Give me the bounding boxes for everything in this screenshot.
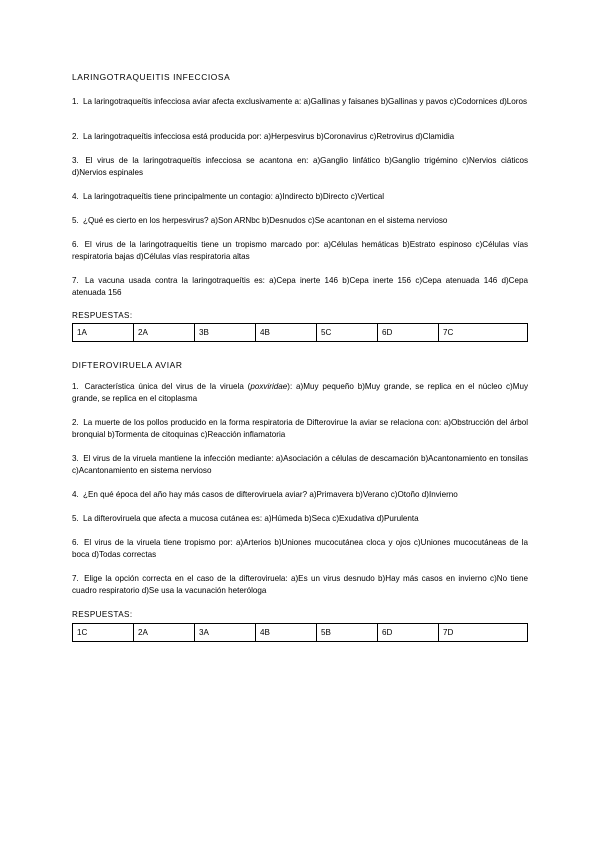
section2-title: DIFTEROVIRUELA AVIAR — [72, 360, 183, 370]
answer-cell: 5B — [317, 624, 378, 642]
s1-question-3 — [72, 155, 528, 178]
question-number: 7. — [72, 574, 79, 583]
question-text: La laringotraqueítis infecciosa aviar afecta exclusivamente a: a)Gallinas y faisanes b)Gallinas y pavos c)Codornices d)Loros — [83, 97, 528, 106]
answer-cell: 7C — [439, 324, 528, 342]
question-number: 5. — [72, 514, 79, 523]
answer-cell: 5C — [317, 324, 378, 342]
answer-cell: 6D — [378, 624, 439, 642]
question-text: ¿En qué época del año hay más casos de difteroviruela aviar? a)Primavera b)Verano c)Otoño d)Invierno — [83, 490, 458, 499]
s2-question-7 — [72, 573, 528, 596]
s1-question-7 — [72, 275, 528, 298]
s2-question-6 — [72, 537, 528, 560]
answer-cell: 7D — [439, 624, 528, 642]
answer-cell: 4B — [256, 324, 317, 342]
question-text-post: ): a)Muy pequeño b)Muy grande, se replica en el núcleo c)Muy grande, se replica en el citoplasma — [72, 382, 528, 403]
question-text: Elige la opción correcta en el caso de la difteroviruela: a)Es un virus desnudo b)Hay más casos en invierno c)No tiene cuadro respiratorio d)Se usa la vacunación heteróloga — [72, 574, 528, 595]
question-text: La difteroviruela que afecta a mucosa cutánea es: a)Húmeda b)Seca c)Exudativa d)Purulenta — [83, 514, 419, 523]
s1-question-2 — [72, 131, 528, 143]
s2-answers-table — [72, 623, 528, 642]
s1-question-5 — [72, 215, 528, 227]
question-text: El virus de la laringotraqueítis tiene un tropismo marcado por: a)Células hemáticas b)Estrato espinoso c)Células vías respiratoria bajas d)Células vías respiratoria altas — [72, 240, 529, 261]
question-text-italic: poxviridae — [250, 382, 288, 391]
question-number: 6. — [72, 240, 79, 249]
s2-question-2 — [72, 417, 528, 440]
question-number: 3. — [72, 454, 79, 463]
answer-cell: 3B — [195, 324, 256, 342]
s2-question-3 — [72, 453, 528, 476]
question-number: 2. — [72, 132, 79, 141]
s1-question-1 — [72, 96, 528, 108]
question-text: ¿Qué es cierto en los herpesvirus? a)Son ARNbc b)Desnudos c)Se acantonan en el sistema nervioso — [83, 216, 448, 225]
s2-question-4 — [72, 489, 528, 501]
question-number: 3. — [72, 156, 79, 165]
s1-answers-table — [72, 323, 528, 342]
answer-cell: 1A — [73, 324, 134, 342]
question-number: 4. — [72, 490, 79, 499]
question-number: 2. — [72, 418, 79, 427]
s1-answers-label: RESPUESTAS: — [72, 311, 133, 320]
answer-cell: 1C — [73, 624, 134, 642]
answer-cell: 3A — [195, 624, 256, 642]
question-number: 1. — [72, 382, 79, 391]
answer-cell: 2A — [134, 624, 195, 642]
question-text: La vacuna usada contra la laringotraqueítis es: a)Cepa inerte 146 b)Cepa inerte 156 c)Cepa atenuada 146 d)Cepa atenuada 156 — [72, 276, 528, 297]
s1-question-4 — [72, 191, 528, 203]
s2-question-5 — [72, 513, 528, 525]
question-number: 4. — [72, 192, 79, 201]
question-text: El virus de la laringotraqueítis infecciosa se acantona en: a)Ganglio linfático b)Ganglio trigémino c)Nervios ciáticos d)Nervios espinales — [72, 156, 528, 177]
question-text: La laringotraqueítis tiene principalmente un contagio: a)Indirecto b)Directo c)Vertical — [83, 192, 384, 201]
question-text: La laringotraqueítis infecciosa está producida por: a)Herpesvirus b)Coronavirus c)Retrovirus d)Clamidia — [83, 132, 455, 141]
question-number: 1. — [72, 97, 79, 106]
s2-question-1 — [72, 381, 528, 404]
question-text: La muerte de los pollos producido en la forma respiratoria de Difterovirue la aviar se relaciona con: a)Obstrucción del árbol bronquial b)Tormenta de citoquinas c)Reacción inflamatoria — [72, 418, 528, 439]
s1-question-6 — [72, 239, 528, 262]
answer-cell: 6D — [378, 324, 439, 342]
answer-cell: 4B — [256, 624, 317, 642]
answer-cell: 2A — [134, 324, 195, 342]
question-number: 6. — [72, 538, 79, 547]
question-number: 7. — [72, 276, 79, 285]
s2-answers-label: RESPUESTAS: — [72, 610, 133, 619]
section1-title: LARINGOTRAQUEITIS INFECCIOSA — [72, 72, 231, 82]
question-text: El virus de la viruela tiene tropismo por: a)Arterios b)Uniones mucocutánea cloca y ojos c)Uniones mucocutáneas de la boca d)Todas correctas — [72, 538, 529, 559]
question-text-pre: Característica única del virus de la viruela ( — [84, 382, 251, 391]
question-text: El virus de la viruela mantiene la infección mediante: a)Asociación a células de descamación b)Acantonamiento en tonsilas c)Acantonamiento en sistema nervioso — [72, 454, 529, 475]
question-number: 5. — [72, 216, 79, 225]
